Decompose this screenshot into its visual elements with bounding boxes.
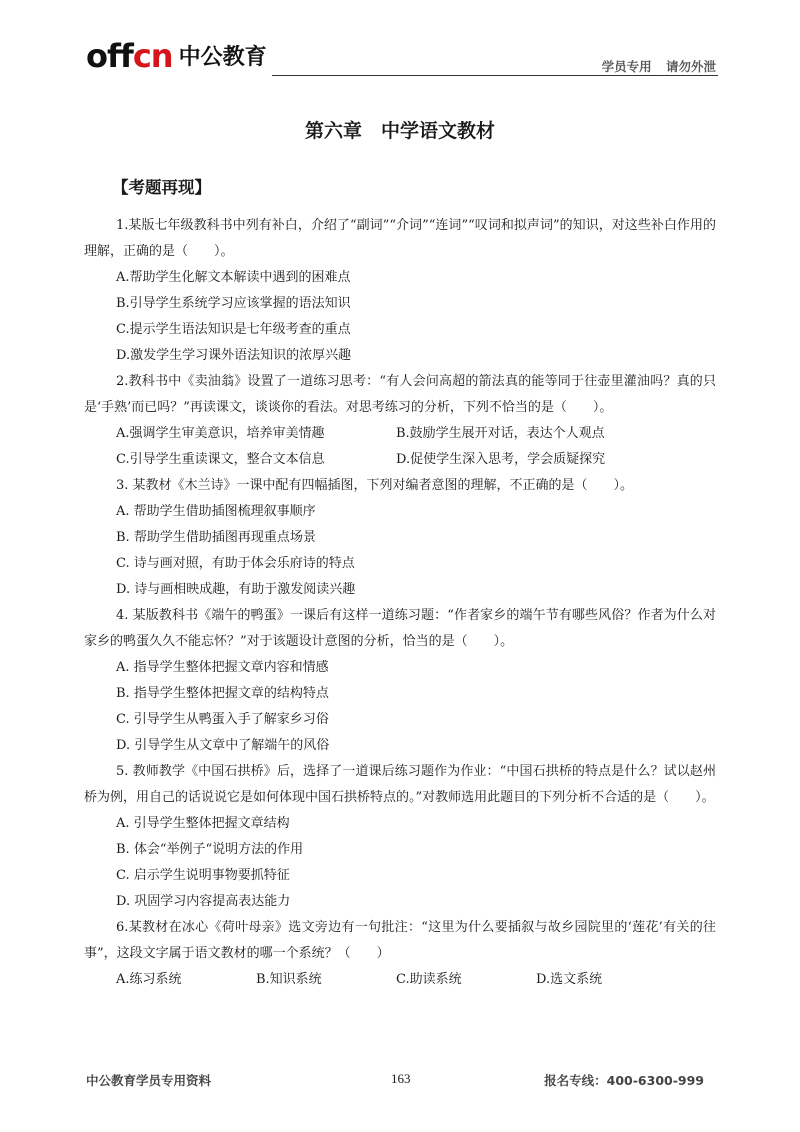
question-option: D.激发学生学习课外语法知识的浓厚兴趣 xyxy=(116,348,352,363)
header-rule xyxy=(272,75,718,76)
question-option: A. 帮助学生借助插图梳理叙事顺序 xyxy=(116,504,316,519)
question-option: D.促使学生深入思考，学会质疑探究 xyxy=(396,452,606,467)
question-stem: 6.某教材在冰心《荷叶母亲》选文旁边有一句批注：“这里为什么要插叙与故乡园院里的‘莲花’有关的往事”，这段文字属于语文教材的哪一个系统？（ ） xyxy=(84,920,716,961)
question-option: B.鼓励学生展开对话，表达个人观点 xyxy=(396,426,605,441)
option-row xyxy=(116,447,716,473)
question-option: C.助读系统 xyxy=(396,972,462,987)
question-stem: 1.某版七年级教科书中列有补白，介绍了“副词”“介词”“连词”“叹词和拟声词”的知识，对这些补白作用的理解，正确的是（ ）。 xyxy=(84,218,716,259)
question-option: C. 诗与画对照，有助于体会乐府诗的特点 xyxy=(116,556,355,571)
question-option: D.选文系统 xyxy=(536,972,603,987)
question-option: C. 引导学生从鸭蛋入手了解家乡习俗 xyxy=(116,712,329,727)
question-stem: 2.教科书中《卖油翁》设置了一道练习思考：“有人会问高超的箭法真的能等同于往壶里灌油吗？真的只是‘手熟’而已吗？”再读课文，谈谈你的看法。对思考练习的分析，下列不恰当的是（ ）。 xyxy=(84,374,716,415)
chapter-title: 第六章 中学语文教材 xyxy=(304,120,495,142)
question-option: C.提示学生语法知识是七年级考查的重点 xyxy=(116,322,351,337)
question-option: C.引导学生重读课文，整合文本信息 xyxy=(116,452,325,467)
question-option: B. 指导学生整体把握文章的结构特点 xyxy=(116,686,329,701)
offcn-logo xyxy=(86,37,267,75)
question-stem: 4. 某版教科书《端午的鸭蛋》一课后有这样一道练习题：“作者家乡的端午节有哪些风俗？作者为什么对家乡的鸭蛋久久不能忘怀？”对于该题设计意图的分析，恰当的是（ ）。 xyxy=(84,608,716,649)
question-option: B. 体会“举例子“说明方法的作用 xyxy=(116,842,304,857)
question-option: A. 引导学生整体把握文章结构 xyxy=(116,816,290,831)
logo-chinese-name: 中公教育 xyxy=(178,45,267,70)
question-option: A.帮助学生化解文本解读中遇到的困难点 xyxy=(116,270,351,285)
question-option: D. 诗与画相映成趣，有助于激发阅读兴趣 xyxy=(116,582,356,597)
header-notice: 学员专用 请勿外泄 xyxy=(601,59,716,74)
question-option: B. 帮助学生借助插图再现重点场景 xyxy=(116,530,316,545)
question-list xyxy=(84,213,716,993)
logo-wordmark: offcn xyxy=(86,37,173,75)
section-heading: 【考题再现】 xyxy=(112,178,211,197)
question-option: D. 引导学生从文章中了解端午的风俗 xyxy=(116,738,330,753)
page-footer xyxy=(86,1071,704,1091)
question-stem: 3. 某教材《木兰诗》一课中配有四幅插图，下列对编者意图的理解，不正确的是（ ）。 xyxy=(116,478,634,493)
question-option: A.练习系统 xyxy=(116,972,182,987)
question-option: A.强调学生审美意识，培养审美情趣 xyxy=(116,426,325,441)
question-option: C. 启示学生说明事物要抓特征 xyxy=(116,868,290,883)
question-stem: 5. 教师教学《中国石拱桥》后，选择了一道课后练习题作为作业：“中国石拱桥的特点是什么？试以赵州桥为例，用自己的话说说它是如何体现中国石拱桥特点的。”对教师选用此题目的下列分析不合适的是（ ）。 xyxy=(84,764,716,805)
footer-hotline: 报名专线：400-6300-999 xyxy=(544,1073,704,1088)
question-option: D. 巩固学习内容提高表达能力 xyxy=(116,894,291,909)
page-header xyxy=(86,37,718,80)
footer-left-text: 中公教育学员专用资料 xyxy=(86,1073,212,1088)
question-option: B.知识系统 xyxy=(256,972,322,987)
option-row xyxy=(116,967,716,993)
question-option: A. 指导学生整体把握文章内容和情感 xyxy=(116,660,329,675)
option-row xyxy=(116,421,716,447)
question-option: B.引导学生系统学习应该掌握的语法知识 xyxy=(116,296,351,311)
page-number: 163 xyxy=(391,1071,411,1086)
